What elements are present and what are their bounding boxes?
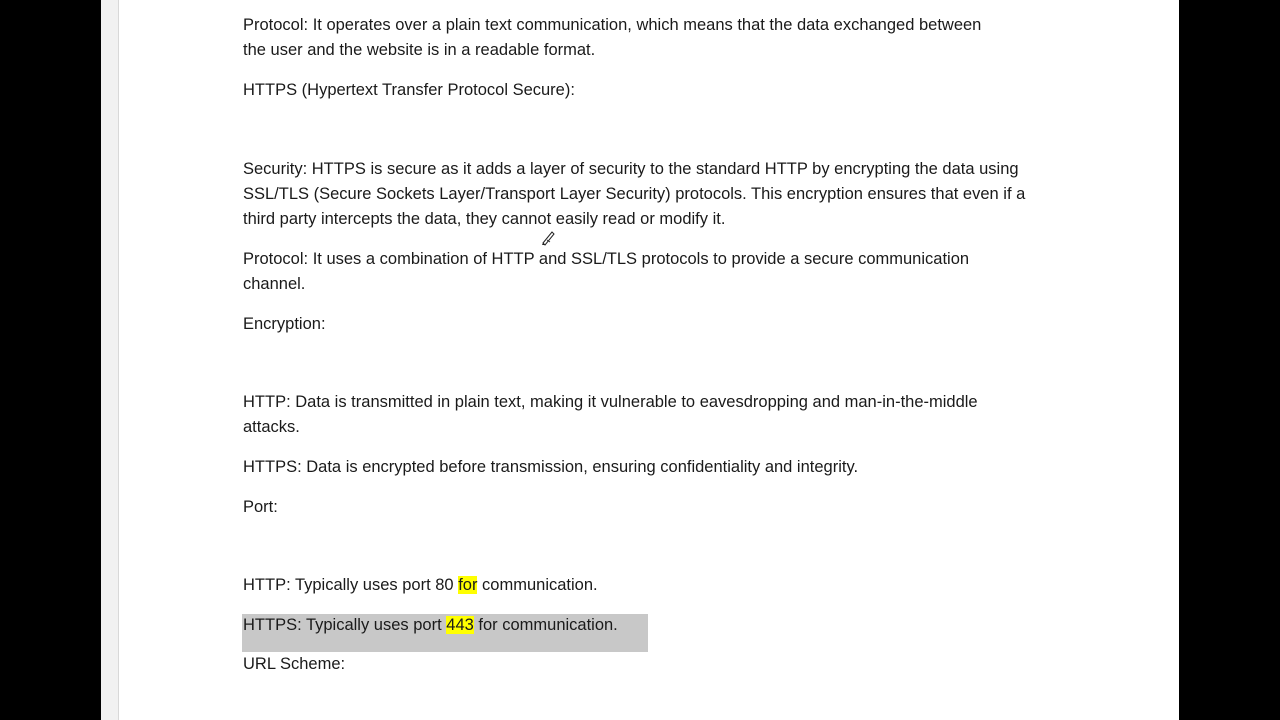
paragraph-port-http [243, 573, 598, 598]
heading-https: HTTPS (Hypertext Transfer Protocol Secure): [243, 81, 575, 99]
port-http-text-pre: HTTP: Typically uses port 80 [243, 576, 459, 594]
port-https-text-pre: HTTPS: Typically uses port [243, 616, 447, 634]
heading-url-scheme: URL Scheme: [243, 655, 346, 673]
paragraph-encryption-http-line1: HTTP: Data is transmitted in plain text, making it vulnerable to eavesdropping and man-in-the-middle [243, 393, 978, 411]
paragraph-https-protocol-line2: channel. [243, 275, 306, 293]
heading-encryption: Encryption: [243, 315, 326, 333]
pen-cursor-icon [540, 228, 558, 246]
paragraph-https-protocol-line1: Protocol: It uses a combination of HTTP and SSL/TLS protocols to provide a secure communication [243, 250, 970, 268]
highlighted-word-for: for [458, 576, 478, 594]
paragraph-http-protocol-line2: the user and the website is in a readable format. [243, 41, 596, 59]
highlighted-number-443: 443 [446, 616, 474, 634]
heading-port: Port: [243, 498, 278, 516]
paragraph-encryption-http-line2: attacks. [243, 418, 300, 436]
paragraph-security-line2: SSL/TLS (Secure Sockets Layer/Transport Layer Security) protocols. This encryption ensures that even if a [243, 185, 1026, 203]
paragraph-http-protocol-line1: Protocol: It operates over a plain text communication, which means that the data exchanged between [243, 16, 982, 34]
paragraph-security-line1: Security: HTTPS is secure as it adds a layer of security to the standard HTTP by encrypting the data using [243, 160, 1019, 178]
port-https-text-post: for communication. [473, 616, 618, 634]
document-page[interactable] [118, 0, 1179, 720]
paragraph-security-line3: third party intercepts the data, they cannot easily read or modify it. [243, 210, 726, 228]
paragraph-encryption-https: HTTPS: Data is encrypted before transmission, ensuring confidentiality and integrity. [243, 458, 859, 476]
paragraph-port-https [243, 613, 618, 638]
port-http-text-post: communication. [477, 576, 598, 594]
